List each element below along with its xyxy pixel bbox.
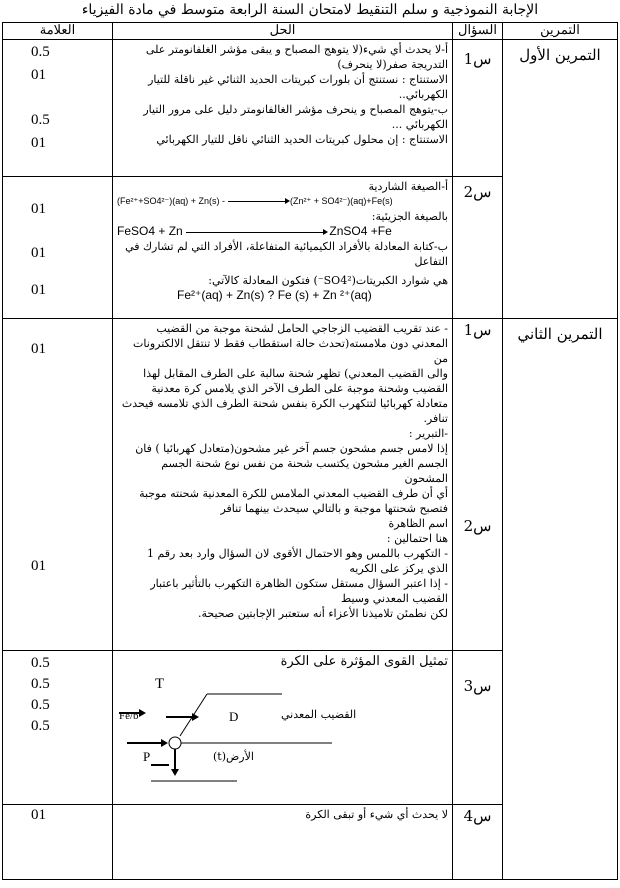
- header-question: السؤال: [453, 23, 503, 40]
- solution-line: - التكهرب باللمس وهو الاحتمال الأقوى لان السؤال وارد بعد رقم 1: [146, 547, 448, 561]
- reaction-arrow: [228, 201, 288, 202]
- question-1-label: س1: [463, 321, 492, 340]
- question-3-label: س3: [453, 650, 503, 804]
- forces-title: تمثيل القوى المؤثرة على الكرة: [280, 653, 448, 669]
- solution-line: فتصبح شحنتها موجبة و بالتالي سيحدث بينهما تنافر: [220, 502, 448, 516]
- solution-line: -التبرير :: [408, 427, 448, 441]
- ex1-q2-grades: [3, 177, 113, 319]
- tension-arrowhead: [192, 713, 199, 721]
- solution-line: لا يحدث أي شيء أو تبقى الكرة: [305, 807, 448, 821]
- ionic-left: (Fe²⁺+SO4²⁻)(aq) + Zn(s) -: [117, 196, 226, 207]
- grade-value: 01: [31, 558, 46, 575]
- label-Fe: Fe/b: [119, 709, 139, 722]
- solution-line: ب-يتوهج المصباح و ينحرف مؤشر الغالفانومتر دليل على مرور التيار: [143, 103, 448, 117]
- solution-line: الذي يركز على الكريه: [349, 562, 448, 576]
- solution-line: إذا لامس جسم مشحون جسم آخر غير مشحون(متعادل كهربائيا ) فان: [135, 442, 448, 456]
- label-T: T: [155, 675, 165, 692]
- exercise-1-label: التمرين الأول: [503, 40, 618, 319]
- grade-value: 0.5: [31, 717, 50, 734]
- solution-line: اسم الظاهرة: [388, 517, 448, 531]
- ionic-right: (Zn²⁺ + SO4²⁻)(aq)+Fe(s): [290, 196, 393, 207]
- header-solution: الحل: [113, 23, 453, 40]
- solution-line: الاستنتاج : إن محلول كبريتات الحديد الثنائي ناقل للتيار الكهربائي: [156, 133, 448, 147]
- solution-line: - عند تقريب القضيب الزجاجي الحامل لشحنة موجبة من القضيب: [156, 322, 448, 336]
- ex2-q4-solution: [113, 804, 453, 879]
- solution-line: ب-كتابة المعادلة بالأفراد الكيميائية المتفاعلة، الأفراد التي لم تشارك في: [125, 240, 448, 254]
- molecular-right: ZnSO4 +Fe: [329, 224, 392, 239]
- grade-value: 01: [31, 201, 46, 218]
- grade-value: 01: [31, 806, 46, 823]
- grade-value: 0.5: [31, 654, 50, 671]
- solution-line: هنا احتمالين :: [386, 532, 448, 546]
- table-header-row: [3, 23, 618, 40]
- final-equation: Fe²⁺(aq) + Zn(s) ? Fe (s) + Zn ²⁺(aq): [177, 288, 372, 303]
- grade-value: 0.5: [31, 112, 50, 129]
- solution-line: أ-لا يحدث أي شيء(لا يتوهج المصباح و يبقى مؤشر الغلفانومتر على: [145, 43, 448, 57]
- solution-line: التفاعل: [414, 255, 448, 269]
- table-row: [3, 319, 618, 650]
- ex2-q3-solution: [113, 650, 453, 804]
- header-exercise: التمرين: [503, 23, 618, 40]
- header-grade: العلامة: [3, 23, 113, 40]
- solution-line: القضيب المعدني وسيط: [341, 592, 448, 606]
- solution-line: التدريجة صفر(لا ينحرف): [337, 58, 448, 72]
- ex2-questions-1-2: [453, 319, 503, 650]
- grade-value: 01: [31, 341, 46, 358]
- solution-line: متعادلة كهربائيا لتتكهرب الكرة بنفس شحنة الطرف الذي تلامسه فيحدث: [121, 397, 448, 411]
- electric-force-arrowhead: [161, 739, 168, 747]
- ex2-q4-grades: [3, 804, 113, 879]
- weight-arrowhead: [171, 769, 179, 776]
- d-arrowhead: [139, 709, 146, 717]
- ex1-q1-grades: [3, 40, 113, 177]
- ex1-q1-solution: [113, 40, 453, 177]
- grade-value: 0.5: [31, 696, 50, 713]
- solution-line: الاستنتاج : نستنتج أن بلورات كبريتات الحديد الثنائي غير ناقلة للتيار: [148, 73, 448, 87]
- solution-line: الجسم الغير مشحون يكتسب شحنة من نفس نوع شحنة الجسم المشحون: [161, 457, 448, 486]
- reaction-arrow: [186, 232, 326, 233]
- ex2-q3-grades: [3, 650, 113, 804]
- solution-line: المعدني دون ملامسته(تحدث حالة استقطاب فقط لا تنتقل الالكترونات من: [133, 337, 448, 366]
- page-title: الإجابة النموذجية و سلم التنقيط لامتحان السنة الرابعة متوسط في مادة الفيزياء: [81, 2, 539, 18]
- label-D: D: [229, 708, 239, 724]
- solution-line: - إذا اعتبر السؤال مستقل ستكون الظاهرة التكهرب بالتأثير باعتبار: [150, 577, 448, 591]
- ex2-q1-q2-grades: [3, 319, 113, 650]
- grade-value: 0.5: [31, 44, 50, 61]
- table-row: [3, 40, 618, 177]
- solution-line: أي أن طرف القضيب المعدني الملامس للكرة المعدنية شحنته موجبة: [139, 487, 448, 501]
- forces-diagram: [117, 669, 447, 784]
- answer-table: [2, 22, 618, 880]
- question-4-label: س4: [453, 804, 503, 879]
- ex2-q1-q2-solution: [113, 319, 453, 650]
- solution-line: القضيب وشحنة موجبة على الطرف الآخر الذي يلامس كرة معدنية: [151, 382, 448, 396]
- label-P: P: [143, 748, 151, 764]
- ex1-q2-solution: [113, 177, 453, 319]
- grade-value: 01: [31, 67, 46, 84]
- ionic-equation: [117, 194, 448, 209]
- question-1-label: س1: [453, 40, 503, 177]
- solution-line: الكهربائي..: [398, 88, 448, 102]
- grade-value: 01: [31, 135, 46, 152]
- molecular-equation: [117, 224, 448, 239]
- grade-value: 01: [31, 245, 46, 262]
- solution-line: بالصيغة الجزيئية:: [371, 210, 448, 224]
- label-ground: الأرض(t): [213, 749, 254, 763]
- solution-line: هي شوارد الكبريتات(SO4²⁻) فتكون المعادلة كالآتي:: [208, 274, 448, 288]
- solution-line: لكن نطمئن تلاميذنا الأعزاء أنه ستعتبر الإجابتين صحيحة.: [197, 607, 448, 621]
- question-2-label: س2: [463, 517, 492, 536]
- solution-line: الكهربائي ...: [391, 118, 448, 132]
- solution-line: أ-الصيغة الشاردية: [368, 180, 448, 194]
- solution-line: تنافر.: [423, 412, 448, 426]
- question-2-label: س2: [453, 177, 503, 319]
- solution-line: والى القضيب المعدني) تظهر شحنة سالبة على الطرف المقابل لهذا: [143, 367, 448, 381]
- grade-value: 01: [31, 282, 46, 299]
- molecular-left: FeSO4 + Zn: [117, 224, 183, 239]
- grade-value: 0.5: [31, 675, 50, 692]
- ball-circle: [169, 737, 181, 749]
- label-rod: القضيب المعدني: [281, 707, 357, 721]
- exercise-2-label: التمرين الثاني: [503, 319, 618, 880]
